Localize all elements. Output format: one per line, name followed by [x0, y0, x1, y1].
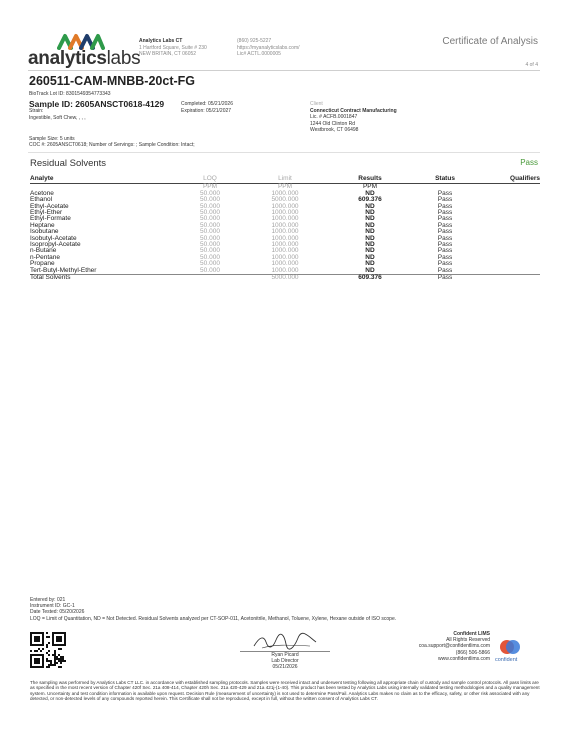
test-details — [30, 597, 396, 622]
unit-results: PPM — [362, 183, 378, 191]
loq-note: LOQ = Limit of Quantitation, ND = Not Detected. Residual Solvents analyzed per CT-SOP-011, Acetonitrile, Methanol, Toluene, Xylene, Hexane outside of ISO scope. — [30, 615, 397, 622]
status-cell: Pass — [437, 196, 453, 204]
confident-logo-icon — [498, 638, 522, 658]
lims-phone: (866) 506-5866 — [455, 649, 490, 656]
limit-cell: 5000.000 — [271, 196, 299, 204]
result-cell: ND — [365, 247, 375, 255]
signer-title: Lab Director — [271, 658, 299, 664]
result-cell: ND — [365, 202, 375, 210]
loq-cell: 50.000 — [200, 209, 220, 217]
limit-cell: 1000.000 — [271, 215, 299, 223]
analyte-cell: Heptane — [30, 221, 55, 229]
date-tested: Date Tested: 05/20/2026 — [30, 609, 85, 616]
client-block — [310, 101, 397, 134]
section-divider — [28, 152, 540, 153]
status-cell: Pass — [437, 215, 453, 223]
lims-rights: All Rights Reserved — [446, 637, 490, 644]
loq-cell: 50.000 — [200, 253, 220, 261]
loq-cell: 50.000 — [200, 247, 220, 255]
analyte-cell: n-Butane — [30, 247, 57, 255]
loq-cell: 50.000 — [200, 221, 220, 229]
status-cell: Pass — [410, 275, 480, 282]
qr-code-icon — [30, 632, 66, 668]
status-cell: Pass — [437, 234, 453, 242]
loq-cell: 50.000 — [200, 196, 220, 204]
lab-address2: NEW BRITAIN, CT 06052 — [139, 51, 197, 57]
signer-name: Ryan Picard — [271, 652, 299, 658]
legal-disclaimer: The sampling was performed by Analytics Labs CT LLC. in accordance with established sampling protocols. Samples were received intact and underwent testing following all appropriate chain of custody and sample control protocols. All pass limits are as specified in the most recent version of Chapter 420f Sec. 21a 408-414, Chapter 420h Sec. 21a 420-429 and 21a 421j-(1-40). This product has been tested by Analytics Labs using internally validated testing methodologies and a quality management system. Uncertainty and test condition information is available upon request. Decision Rule (measurement of uncertainty) is not used to determine Pass/Fail. Analytics Labs makes no claim as to the efficacy, safety, or other risk associated with any detected, or non-detected levels of any compounds reported herein. This Certificate shall not be reproduced, except in full, without the written consent of Analytics Labs CT. — [30, 680, 540, 701]
client-address2: Westbrook, CT 06498 — [310, 127, 359, 133]
limit-cell: 1000.000 — [271, 234, 299, 242]
signer-date: 05/21/2026 — [272, 664, 298, 670]
header-divider — [28, 70, 540, 71]
biotrack-lot-id: BioTrack Lot ID: 8301549354773343 — [29, 91, 111, 97]
completed-date: Completed: 05/21/2026 — [181, 101, 233, 107]
limit-cell: 1000.000 — [271, 247, 299, 255]
product-type: Ingestible, Soft Chew, , , , — [29, 115, 86, 121]
status-cell: Pass — [437, 253, 453, 261]
result-cell: ND — [365, 221, 375, 229]
analyte-cell: Isopropyl-Acetate — [30, 241, 81, 249]
lab-info — [139, 38, 207, 58]
strain: Strain: — [29, 108, 44, 114]
result-cell: ND — [365, 209, 375, 217]
page-number: 4 of 4 — [525, 62, 538, 68]
analyte-cell: n-Pentane — [30, 253, 60, 261]
status-cell: Pass — [437, 228, 453, 236]
status-cell: Pass — [437, 247, 453, 255]
limit-cell: 1000.000 — [271, 260, 299, 268]
result-cell: 609.376 — [330, 275, 410, 282]
result-cell: ND — [365, 228, 375, 236]
entered-by: Entered by: 021 — [30, 597, 66, 603]
loq-cell: 50.000 — [200, 260, 220, 268]
client-license: Lic. # ACFB.0001847 — [310, 114, 358, 120]
status-cell: Pass — [437, 189, 453, 197]
sample-id: Sample ID: 2605ANSCT0618-4129 — [29, 99, 165, 109]
header-results: Results — [330, 176, 410, 184]
unit-loq: PPM — [202, 183, 218, 191]
lims-info — [419, 631, 490, 662]
qualifier-cell — [480, 268, 540, 275]
lab-name: Analytics Labs CT — [139, 38, 183, 44]
loq-cell — [180, 275, 240, 282]
analyte-cell: Ethyl-Formate — [30, 215, 71, 223]
limit-cell: 1000.000 — [271, 202, 299, 210]
logo-text-light: labs — [106, 48, 141, 69]
lims-email[interactable]: coa.support@confidentlims.com — [418, 643, 490, 650]
result-cell: ND — [365, 189, 375, 197]
confident-logo-text: confident — [495, 657, 518, 663]
result-cell: ND — [365, 234, 375, 242]
limit-cell: 1000.000 — [271, 209, 299, 217]
analyte-cell: Tert-Butyl-Methyl-Ether — [30, 266, 97, 274]
analyte-cell: Ethyl-Ether — [30, 209, 63, 217]
unit-limit: PPM — [277, 183, 293, 191]
logo-wordmark — [28, 48, 140, 70]
client-address1: 1244 Old Clinton Rd — [310, 120, 356, 127]
analyte-cell: Isobutane — [30, 228, 59, 236]
loq-cell: 50.000 — [200, 189, 220, 197]
result-cell: 609.376 — [358, 196, 382, 204]
result-cell: ND — [365, 253, 375, 261]
lab-license: Lic# ACTL.0000005 — [237, 51, 281, 57]
loq-cell: 50.000 — [200, 202, 220, 210]
limit-cell: 1000.000 — [271, 228, 299, 236]
coc-info: COC #: 2605ANSCT0618; Number of Servings: ; Sample Condition: Intact; — [29, 142, 195, 148]
limit-cell: 1000.000 — [271, 266, 299, 274]
status-cell: Pass — [437, 209, 453, 217]
expiration-date: Expiration: 05/21/2027 — [181, 107, 232, 114]
status-cell: Pass — [437, 266, 453, 274]
loq-cell: 50.000 — [200, 234, 220, 242]
instrument-id: Instrument ID: GC-1 — [30, 603, 75, 610]
lab-contact — [237, 38, 300, 58]
header-qualifiers: Qualifiers — [480, 176, 540, 184]
section-title: Residual Solvents — [30, 158, 107, 169]
lims-name: Confident LIMS — [453, 631, 490, 637]
limit-cell: 1000.000 — [271, 241, 299, 249]
status-cell: Pass — [437, 260, 453, 268]
lab-phone: (860) 925-5227 — [237, 38, 272, 44]
overall-status-badge: Pass — [520, 158, 538, 167]
analyte-cell: Ethyl-Acetate — [30, 202, 69, 210]
sample-name: 260511-CAM-MNBB-20ct-FG — [29, 74, 196, 88]
result-cell: ND — [365, 215, 375, 223]
qualifier-cell — [480, 275, 540, 282]
header-status: Status — [410, 176, 480, 184]
analyte-cell: Isobutyl-Acetate — [30, 234, 77, 242]
status-cell: Pass — [437, 221, 453, 229]
analyte-cell: Acetone — [30, 189, 54, 197]
limit-cell: 1000.000 — [271, 253, 299, 261]
document-title: Certificate of Analysis — [442, 36, 538, 47]
status-cell: Pass — [437, 202, 453, 210]
logo-text-bold: analytics — [28, 48, 107, 69]
header-loq: LOQ — [180, 176, 240, 184]
residual-solvents-table — [30, 176, 540, 282]
result-cell: ND — [365, 241, 375, 249]
analyte-cell: Total Solvents — [30, 275, 180, 282]
analyte-cell: Propane — [30, 260, 55, 268]
lab-url[interactable]: https://myanalyticslabs.com/ — [237, 44, 300, 51]
header-analyte: Analyte — [30, 176, 180, 184]
loq-cell: 50.000 — [200, 241, 220, 249]
signature-icon — [250, 632, 320, 652]
analyte-cell: Ethanol — [30, 196, 53, 204]
signer-block — [240, 652, 330, 670]
header-limit: Limit — [240, 176, 330, 184]
limit-cell: 1000.000 — [271, 189, 299, 197]
result-cell: ND — [365, 260, 375, 268]
limit-cell: 1000.000 — [271, 221, 299, 229]
client-label: Client — [310, 101, 323, 107]
table-row — [30, 275, 540, 282]
lab-address1: 1 Hartford Square, Suite # 230 — [139, 44, 207, 51]
lims-url[interactable]: www.confidentlims.com — [438, 655, 490, 662]
loq-cell: 50.000 — [200, 228, 220, 236]
limit-cell: 5000.000 — [240, 275, 330, 282]
loq-cell: 50.000 — [200, 266, 220, 274]
result-cell: ND — [365, 266, 375, 274]
sample-size: Sample Size: 5 units — [29, 136, 75, 142]
dates — [181, 101, 233, 114]
loq-cell: 50.000 — [200, 215, 220, 223]
client-name: Connecticut Contract Manufacturing — [310, 107, 397, 114]
status-cell: Pass — [437, 241, 453, 249]
